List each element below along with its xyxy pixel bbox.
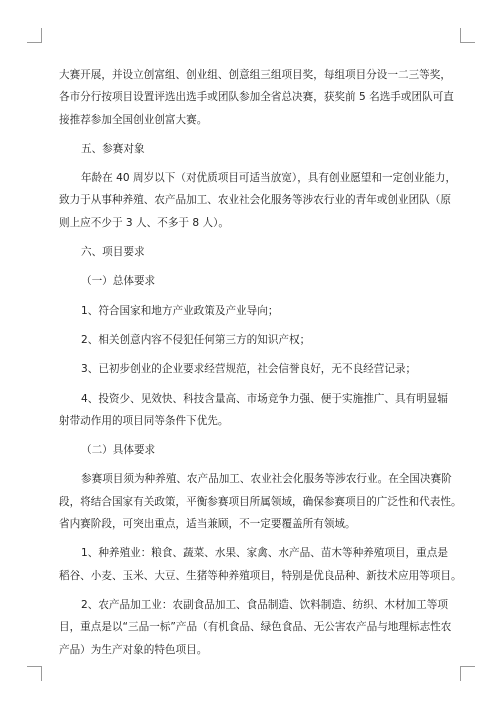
paragraph-gap [59, 293, 442, 300]
paragraph-gap [59, 351, 442, 358]
text-line: 2、农产品加工业：农副食品加工、食品制造、饮料制造、纺织、木材加工等项 [81, 598, 448, 611]
text-line: 致力于从事种养殖、农产品加工、农业社会化服务等涉农行业的青年或创业团队（原 [59, 194, 451, 207]
paragraph-gap [59, 381, 442, 388]
text-line: 目，重点是以“三品一标”产品（有机食品、绿色食品、无公害农产品与地理标志性农 [59, 621, 452, 634]
text-line: 则上应不少于 3 人、不多于 8 人）。 [59, 216, 229, 229]
crop-mark-bottom-left [27, 666, 42, 681]
text-line: 1、种养殖业：粮食、蔬菜、水果、家禽、水产品、苗木等种养殖项目，重点是 [81, 547, 448, 560]
text-line: 3、已初步创业的企业要求经营规范，社会信誉良好，无不良经营记录； [81, 363, 417, 376]
paragraph-gap [59, 432, 442, 439]
text-line: 2、相关创意内容不侵犯任何第三方的知识产权； [81, 333, 311, 346]
crop-mark-top-right [460, 28, 475, 43]
paragraph-gap [59, 461, 442, 468]
text-line: 产品）为生产对象的特色项目。 [59, 643, 208, 656]
paragraph-gap [59, 263, 442, 270]
paragraph-gap [59, 160, 442, 167]
text-line: 各市分行按项目设置评选出选手或团队参加全省总决赛，获奖前 5 名选手或团队可直 [59, 91, 454, 104]
text-line: （一）总体要求 [81, 275, 156, 288]
text-line: 段，将结合国家有关政策，平衡参赛项目所属领域，确保参赛项目的广泛性和代表性。 [59, 495, 462, 508]
paragraph-gap [59, 131, 442, 138]
text-line: 大赛开展，并设立创富组、创业组、创意组三组项目奖，每组项目分设一二三等奖， [59, 69, 451, 81]
paragraph-gap [59, 322, 442, 329]
text-line: 五、参赛对象 [81, 142, 145, 155]
crop-mark-bottom-right [460, 666, 475, 681]
text-line: 参赛项目须为种养殖、农产品加工、农业社会化服务等涉农行业。在全国决赛阶 [81, 473, 452, 486]
paragraph-gap [59, 234, 442, 241]
paragraph-gap [59, 535, 442, 542]
crop-mark-top-left [27, 28, 42, 43]
text-line: 射带动作用的项目同等条件下优先。 [59, 414, 229, 427]
text-line: （二）具体要求 [81, 444, 156, 457]
paragraph-gap [59, 587, 442, 594]
text-line: 年龄在 40 周岁以下（对优质项目可适当放宽），具有创业愿望和一定创业能力， [81, 172, 457, 185]
text-line: 省内赛阶段，可突出重点，适当兼顾，不一定要覆盖所有领域。 [59, 518, 356, 531]
text-line: 4、投资少、见效快、科技含量高、市场竞争力强、便于实施推广、具有明显辐 [81, 392, 448, 405]
text-line: 接推荐参加全国创业创富大赛。 [59, 113, 208, 126]
text-line: 稻谷、小麦、玉米、大豆、生猪等种养殖项目，特别是优良品种、新技术应用等项目。 [59, 569, 462, 582]
text-line: 六、项目要求 [81, 246, 145, 259]
document-body [59, 64, 462, 661]
text-line: 1、符合国家和地方产业政策及产业导向； [81, 304, 279, 317]
